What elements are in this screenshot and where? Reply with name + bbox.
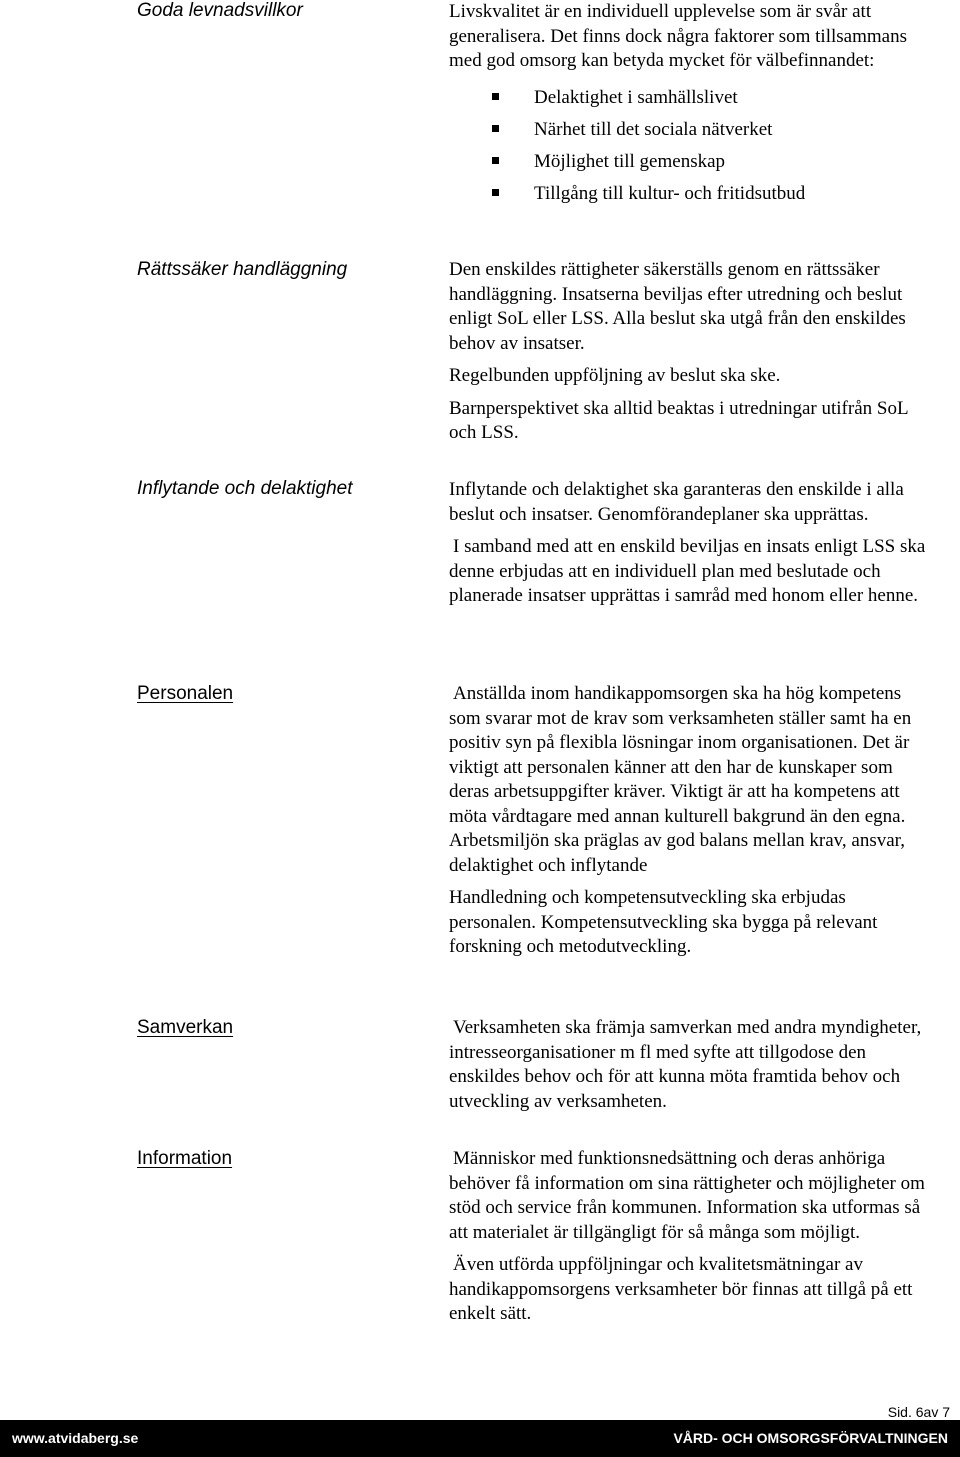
paragraph: I samband med att en enskild beviljas en insats enligt LSS ska denne erbjudas att en individuell plan med beslutade och planerade insatser upprättas i samråd med honom eller henne. <box>449 536 926 606</box>
section-heading-rattssaker-handlaggning: Rättssäker handläggning <box>137 259 348 280</box>
bullet-list <box>449 82 929 210</box>
section-heading-information: Information <box>137 1148 233 1169</box>
section-body-information <box>449 1147 929 1327</box>
footer-department: VÅRD- OCH OMSORGSFÖRVALTNINGEN <box>673 1430 948 1446</box>
square-bullet-icon <box>492 93 499 100</box>
section-heading-goda-levnadsvillkor: Goda levnadsvillkor <box>137 0 303 21</box>
list-item <box>449 178 929 210</box>
paragraph: Anställda inom handikappomsorgen ska ha hög kompetens som svarar mot de krav som verksamheten ställer samt ha en positiv syn på flexibla lösningar inom organisationen. Det är viktigt att personalen känner att den har de kunskaper som deras arbetsuppgifter kräver. Viktigt är att ha kompetens att möta vårdtagare med annan kulturell bakgrund än den egna. Arbetsmiljön ska präglas av god balans mellan krav, ansvar, delaktighet och inflytande <box>449 683 912 876</box>
paragraph: Även utförda uppföljningar och kvalitetsmätningar av handikappomsorgens verksamheter bör finnas att tillgå på ett enkelt sätt. <box>449 1254 913 1324</box>
paragraph: Livskvalitet är en individuell upplevelse som är svår att generalisera. Det finns dock några faktorer som tillsammans med god omsorg kan betyda mycket för välbefinnandet: <box>449 1 907 71</box>
square-bullet-icon <box>492 125 499 132</box>
section-body-inflytande-och-delaktighet <box>449 478 929 609</box>
paragraph: Människor med funktionsnedsättning och deras anhöriga behöver få information om sina rättigheter och möjligheter om stöd och service från kommunen. Information ska utformas så att materialet är tillgängligt för så många som möjligt. <box>449 1148 925 1243</box>
section-heading-personalen: Personalen <box>137 683 234 704</box>
paragraph: Verksamheten ska främja samverkan med andra myndigheter, intresseorganisationer m fl med syfte att tillgodose den enskildes behov och för att kunna möta framtida behov och utveckling av verksamheten. <box>449 1017 922 1112</box>
section-body-personalen <box>449 682 929 960</box>
paragraph: Barnperspektivet ska alltid beaktas i utredningar utifrån SoL och LSS. <box>449 397 908 443</box>
list-item <box>449 114 929 146</box>
page-number: Sid. 6av 7 <box>887 1404 950 1420</box>
footer-website: www.atvidaberg.se <box>12 1430 139 1446</box>
footer-bar <box>0 1420 960 1457</box>
paragraph: Regelbunden uppföljning av beslut ska ske. <box>449 365 781 386</box>
list-item-text: Möjlighet till gemenskap <box>534 150 726 172</box>
square-bullet-icon <box>492 157 499 164</box>
section-body-rattssaker-handlaggning <box>449 258 929 446</box>
section-heading-inflytande-och-delaktighet: Inflytande och delaktighet <box>137 478 353 499</box>
section-body-goda-levnadsvillkor <box>449 0 929 210</box>
paragraph: Handledning och kompetensutveckling ska erbjudas personalen. Kompetensutveckling ska bygga på relevant forskning och metodutveckling. <box>449 887 878 957</box>
paragraph: Den enskildes rättigheter säkerställs genom en rättssäker handläggning. Insatserna beviljas efter utredning och beslut enligt SoL eller LSS. Alla beslut ska utgå från den enskildes behov av insatser. <box>449 259 906 354</box>
list-item <box>449 146 929 178</box>
section-body-samverkan <box>449 1016 929 1114</box>
list-item-text: Delaktighet i samhällslivet <box>534 86 738 108</box>
section-heading-samverkan: Samverkan <box>137 1017 234 1038</box>
paragraph: Inflytande och delaktighet ska garanteras den enskilde i alla beslut och insatser. Genomförandeplaner ska upprättas. <box>449 479 904 525</box>
list-item-text: Tillgång till kultur- och fritidsutbud <box>534 182 806 204</box>
list-item <box>449 82 929 114</box>
square-bullet-icon <box>492 189 499 196</box>
list-item-text: Närhet till det sociala nätverket <box>534 118 773 140</box>
